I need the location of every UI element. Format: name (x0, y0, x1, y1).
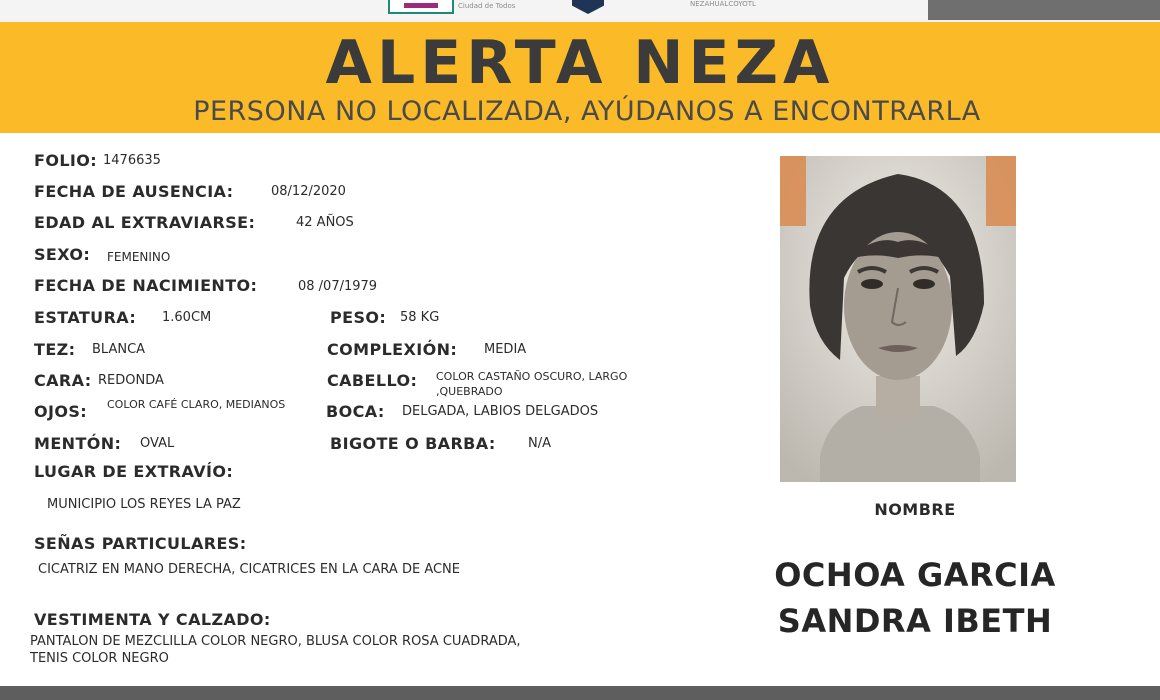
edad-value: 42 AÑOS (296, 215, 354, 230)
bottom-contact-bar (0, 686, 1160, 700)
header-dark-block (928, 0, 1160, 20)
tez-label: TEZ: (34, 340, 76, 359)
sexo-label: SEXO: (34, 245, 91, 264)
alert-title: ALERTA NEZA (325, 28, 835, 98)
fecha-ausencia-value: 08/12/2020 (271, 184, 346, 199)
fecha-ausencia-label: FECHA DE AUSENCIA: (34, 182, 234, 201)
menton-label: MENTÓN: (34, 434, 122, 453)
complexion-value: MEDIA (484, 342, 527, 357)
estatura-value: 1.60CM (162, 310, 212, 325)
cabello-value-line2: ,QUEBRADO (436, 385, 503, 398)
ojos-value: COLOR CAFÉ CLARO, MEDIANOS (107, 398, 286, 411)
folio-label: FOLIO: (34, 151, 98, 170)
logo-right-caption: NEZAHUALCÓYOTL (690, 0, 756, 8)
tez-value: BLANCA (92, 342, 146, 357)
cabello-label: CABELLO: (327, 371, 418, 390)
ojos-label: OJOS: (34, 402, 88, 421)
vestimenta-value-line2: TENIS COLOR NEGRO (30, 651, 169, 666)
fecha-nacimiento-value: 08 /07/1979 (298, 279, 378, 294)
cara-value: REDONDA (98, 373, 164, 388)
senas-label: SEÑAS PARTICULARES: (34, 534, 247, 553)
person-photo-icon (780, 156, 1016, 482)
boca-value: DELGADA, LABIOS DELGADOS (402, 404, 599, 419)
vestimenta-label: VESTIMENTA Y CALZADO: (34, 610, 271, 629)
cara-label: CARA: (34, 371, 92, 390)
estatura-label: ESTATURA: (34, 308, 137, 327)
bigote-label: BIGOTE O BARBA: (330, 434, 496, 453)
municipal-logo-accent (404, 3, 438, 8)
lugar-value: MUNICIPIO LOS REYES LA PAZ (47, 497, 241, 512)
name-given: SANDRA IBETH (777, 602, 1053, 640)
boca-label: BOCA: (326, 402, 385, 421)
bigote-value: N/A (528, 436, 551, 451)
police-shield-icon (572, 0, 604, 14)
cabello-value-line1: COLOR CASTAÑO OSCURO, LARGO (436, 370, 628, 383)
logo-left-caption: Ciudad de Todos (458, 2, 516, 10)
menton-value: OVAL (140, 436, 175, 451)
senas-value: CICATRIZ EN MANO DERECHA, CICATRICES EN LA CARA DE ACNE (38, 562, 460, 577)
peso-value: 58 KG (400, 310, 440, 325)
complexion-label: COMPLEXIÓN: (327, 340, 458, 359)
name-label: NOMBRE (874, 500, 956, 519)
edad-label: EDAD AL EXTRAVIARSE: (34, 213, 256, 232)
alert-subtitle: PERSONA NO LOCALIZADA, AYÚDANOS A ENCONTRARLA (193, 96, 981, 127)
person-photo (780, 156, 1016, 482)
fecha-nacimiento-label: FECHA DE NACIMIENTO: (34, 276, 258, 295)
vestimenta-value-line1: PANTALON DE MEZCLILLA COLOR NEGRO, BLUSA COLOR ROSA CUADRADA, (30, 634, 521, 649)
lugar-label: LUGAR DE EXTRAVÍO: (34, 462, 234, 481)
folio-value: 1476635 (103, 153, 161, 168)
top-logo-strip (0, 0, 1160, 22)
sexo-value: FEMENINO (107, 250, 171, 264)
name-surname: OCHOA GARCIA (774, 556, 1056, 594)
peso-label: PESO: (330, 308, 387, 327)
